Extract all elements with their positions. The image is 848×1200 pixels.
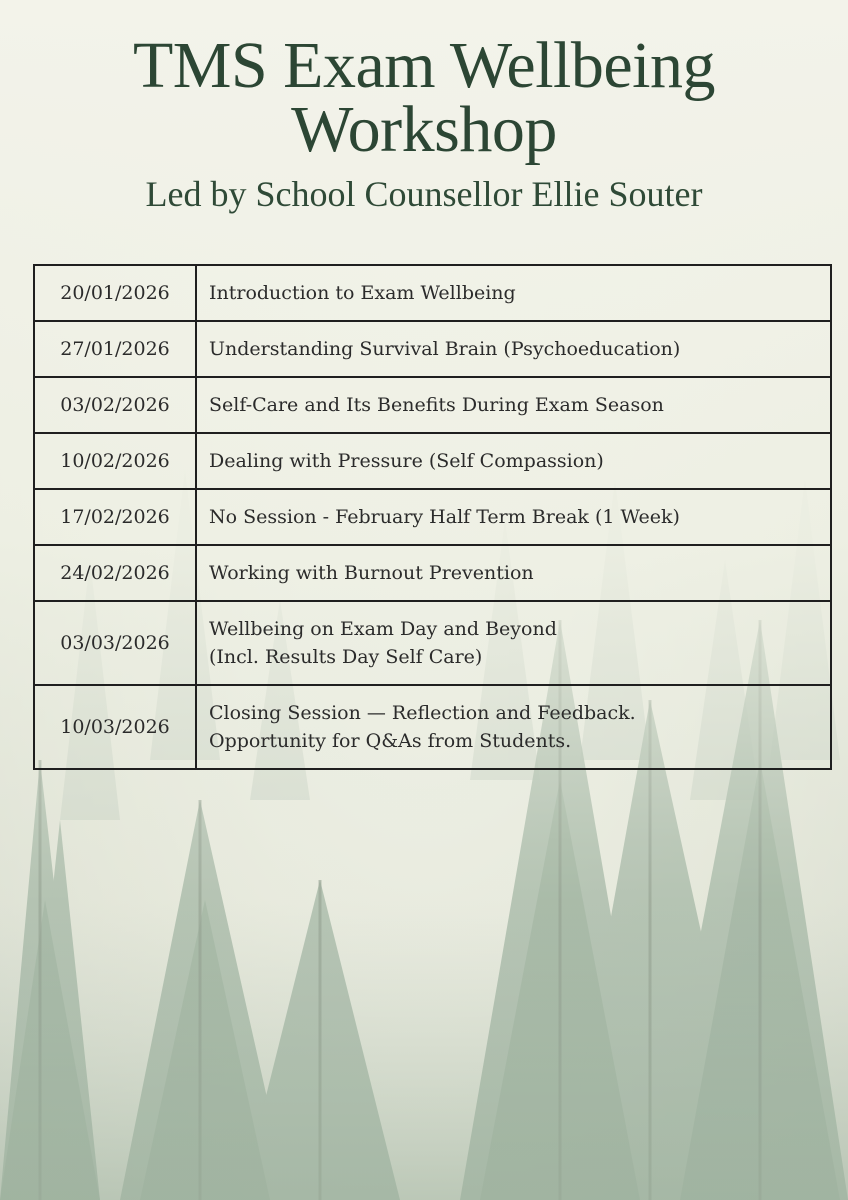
table-row [34,685,831,769]
session-date: 27/01/2026 [34,321,196,377]
table-row [34,265,831,321]
topic-line: Closing Session — Reflection and Feedback. [209,702,636,724]
topic-line: Self-Care and Its Benefits During Exam Season [209,394,664,416]
table-row [34,433,831,489]
topic-line: Opportunity for Q&As from Students. [209,730,572,752]
title-line-1: TMS Exam Wellbeing [132,29,716,102]
topic-line: Introduction to Exam Wellbeing [209,282,516,304]
session-topic [196,265,831,321]
subtitle: Led by School Counsellor Ellie Souter [145,174,703,214]
session-topic [196,489,831,545]
session-topic [196,685,831,769]
session-date: 03/02/2026 [34,377,196,433]
topic-line: Working with Burnout Prevention [209,562,534,584]
session-date: 24/02/2026 [34,545,196,601]
table-row [34,377,831,433]
topic-line: Understanding Survival Brain (Psychoeducation) [209,338,681,360]
table-row [34,489,831,545]
topic-line: (Incl. Results Day Self Care) [209,646,483,668]
session-date: 10/02/2026 [34,433,196,489]
session-topic [196,321,831,377]
header [0,29,848,214]
schedule-table [33,264,832,770]
session-date: 20/01/2026 [34,265,196,321]
topic-line: No Session - February Half Term Break (1 Week) [209,506,680,528]
topic-line: Dealing with Pressure (Self Compassion) [209,450,604,472]
table-row [34,321,831,377]
table-row [34,601,831,685]
title-line-2: Workshop [291,93,557,166]
session-date: 17/02/2026 [34,489,196,545]
session-topic [196,545,831,601]
session-date: 10/03/2026 [34,685,196,769]
session-topic [196,601,831,685]
topic-line: Wellbeing on Exam Day and Beyond [209,618,557,640]
session-date: 03/03/2026 [34,601,196,685]
session-topic [196,433,831,489]
page-title [0,29,848,166]
session-topic [196,377,831,433]
table-row [34,545,831,601]
